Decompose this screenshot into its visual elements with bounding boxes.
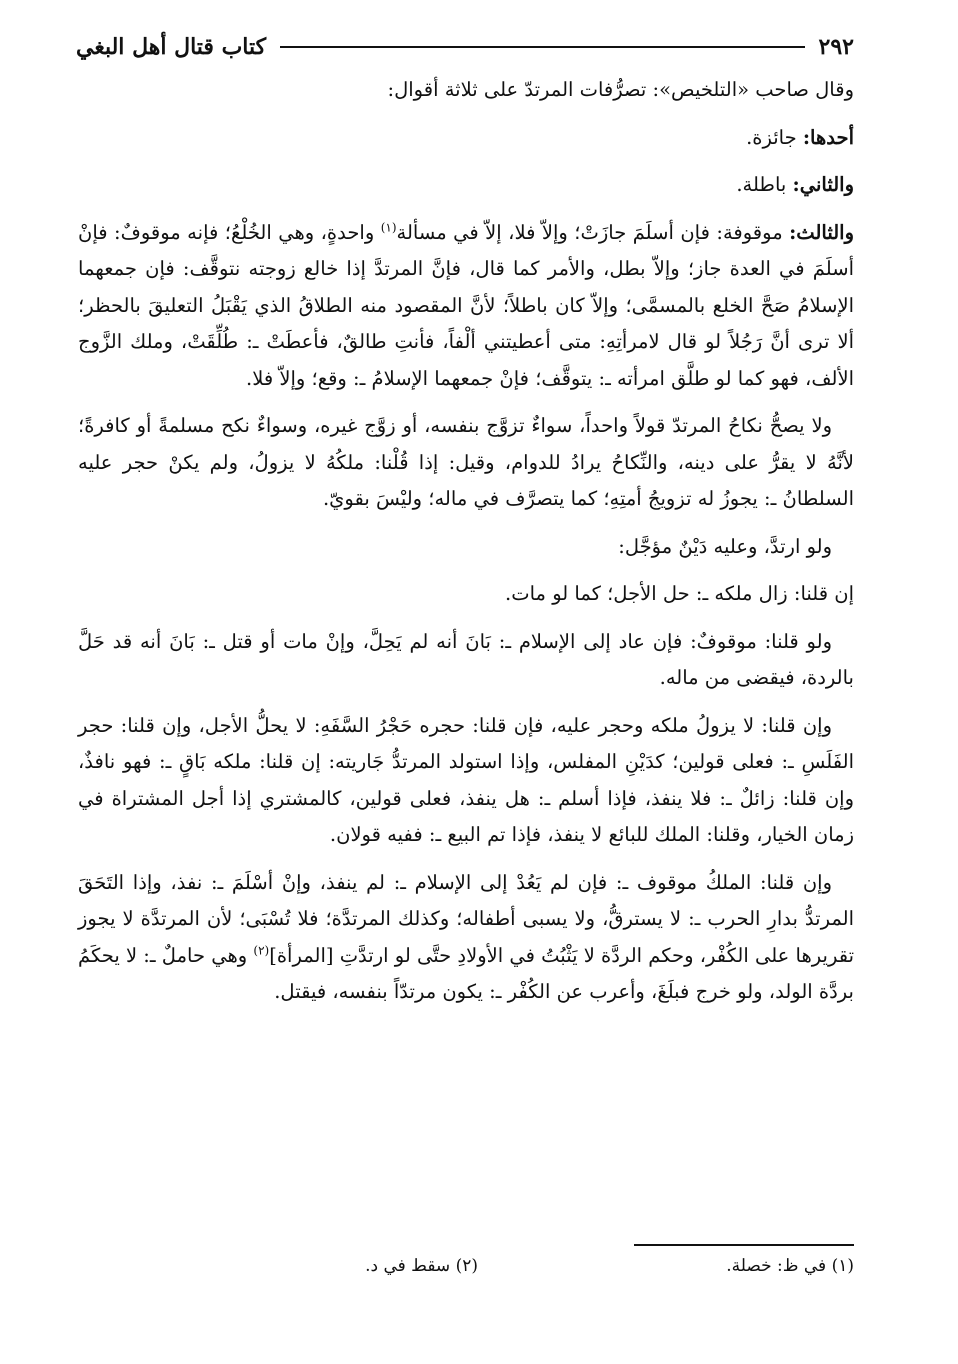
paragraph: ولا يصحُّ نكاحُ المرتدّ قولاً واحداً، سواءٌ تزوَّج بنفسه، أو زوَّج غيره، وسواءٌ نكح مسلمةً أو كافرةً؛ لأنَّهُ لا يقرُّ على دينه، والنِّكاحُ يرادُ للدوام، وقيل: إذا قُلْنا: ملكُهُ لا يزولُ، ولم يكنْ حجر عليه السلطانُ ـ: يجوزُ له تزويجُ أمتِهِ؛ كما يتصرَّف في ماله؛ وليْسَ بقويّ.: [78, 414, 854, 510]
footnote-marker: (١): [380, 220, 397, 234]
paragraph: وقال صاحب «التلخيص»: تصرُّفات المرتدّ على ثلاثة أقوال:: [387, 78, 854, 101]
paragraph: وإن قلنا: لا يزولُ ملكه وحجر عليه، فإن قلنا: حجره حَجْرُ السَّفَهِ: لا يحلُّ الأجل، وإن قلنا: حجر الفَلَسِ ـ: فعلى قولين؛ كدَيْنِ المفلس، وإذا استولد المرتدُّ جَاريته: إن قلنا: ملكه بَاقٍ ـ: فهو نافذٌ، وإن قلنا: زائلٌ ـ: فلا ينفذ، فإذا أسلم ـ: هل ينفذ، فعلى قولين، كالمشتري إذا أجل المشتراة في زمان الخيار، وقلنا: الملك للبائع لا ينفذ، فإذا تم البيع ـ: ففيه قولان.: [78, 713, 854, 846]
running-title: كتاب قتال أهل البغي: [76, 34, 267, 60]
paragraph: إن قلنا: زال ملكه ـ: حل الأجل؛ كما لو مات.: [505, 582, 854, 605]
footnote-marker: (٢): [253, 943, 270, 957]
footnotes: [78, 1252, 854, 1280]
footnote-rule: [634, 1244, 854, 1246]
header-rule: [280, 46, 804, 48]
footnote-2: (٢) سقط في د.: [365, 1256, 478, 1276]
paragraph: ولو ارتدَّ، وعليه دَيْنٌ مؤجَّل:: [618, 534, 832, 558]
page-header: [76, 30, 854, 64]
paragraph: والثاني: باطلة.: [736, 173, 854, 196]
paragraph: وإن قلنا: الملكُ موقوف ـ: فإن لم يَعُدْ إلى الإسلام ـ: لم ينفذ، وإنْ أسْلَمَ ـ: نفذ، وإذا التَحَقَ المرتدُّ بدارِ الحرب ـ: لا يسترقُّ، ولا يسبى أطفاله؛ وكذلك المرتدَّة؛ فلا تُسْبَى؛ لأن المرتدَّة لا يجوز تقريرها على الكُفْر، وحكم الردَّة لا يَثْبُتُ في الأولادِ حتَّى لو ارتدَّتِ [المرأة]$^{(٢)}$ وهي حاملٌ ـ: لا يحكَمُ بردَّة الولد، ولو خرج فبلَغَ، وأعرب عن الكُفْر ـ: يكون مرتدّاً بنفسه، فيقتل.: [78, 870, 854, 1003]
footnote-1: (١) في ظ: خصلة.: [726, 1256, 854, 1276]
paragraph: أحدها: جائزة.: [746, 125, 854, 149]
paragraph: والثالث: موقوفة: فإن أسلَمَ جازَتْ؛ وإلاّ فلا، إلاّ في مسألة$^{(١)}$ واحدةٍ، وهي الخُلْعُ؛ فإنه موقوفٌ: فإنْ أسلَمَ في العدة جاز؛ وإلاّ بطل، والأمر كما قال، فإنَّ المرتدَّ إذا خالع زوجته نتوقَّف: فإن جمعهما الإسلامُ صَحَّ الخلع بالمسمَّى؛ وإلاّ كان باطلاً؛ لأنَّ المقصود منه الطلاقُ الذي يَقْبَلُ التعليقَ بالحظر؛ ألا ترى أنَّ رَجُلاً لو قال لامرأتِهِ: متى أعطيتني ألْفاً، فأنتِ طالقٌ، فأعطَتْ ـ: طُلِّقَتْ، وملك الزَّوج الألف، فهو كما لو طلَّق امرأته ـ: يتوقَّف؛ فإنْ جمعهما الإسلامُ ـ: وقع؛ وإلاّ فلا.: [78, 220, 854, 390]
paragraph: ولو قلنا: موقوفٌ: فإن عاد إلى الإسلام ـ: بَانَ أنه لم يَحِلَّ، وإنْ مات أو قتل ـ: بَانَ أنه قد حَلَّ بالردة، فيقضى من ماله.: [78, 629, 854, 689]
body-text: [78, 72, 854, 1022]
page-number: ٢٩٢: [818, 34, 854, 60]
